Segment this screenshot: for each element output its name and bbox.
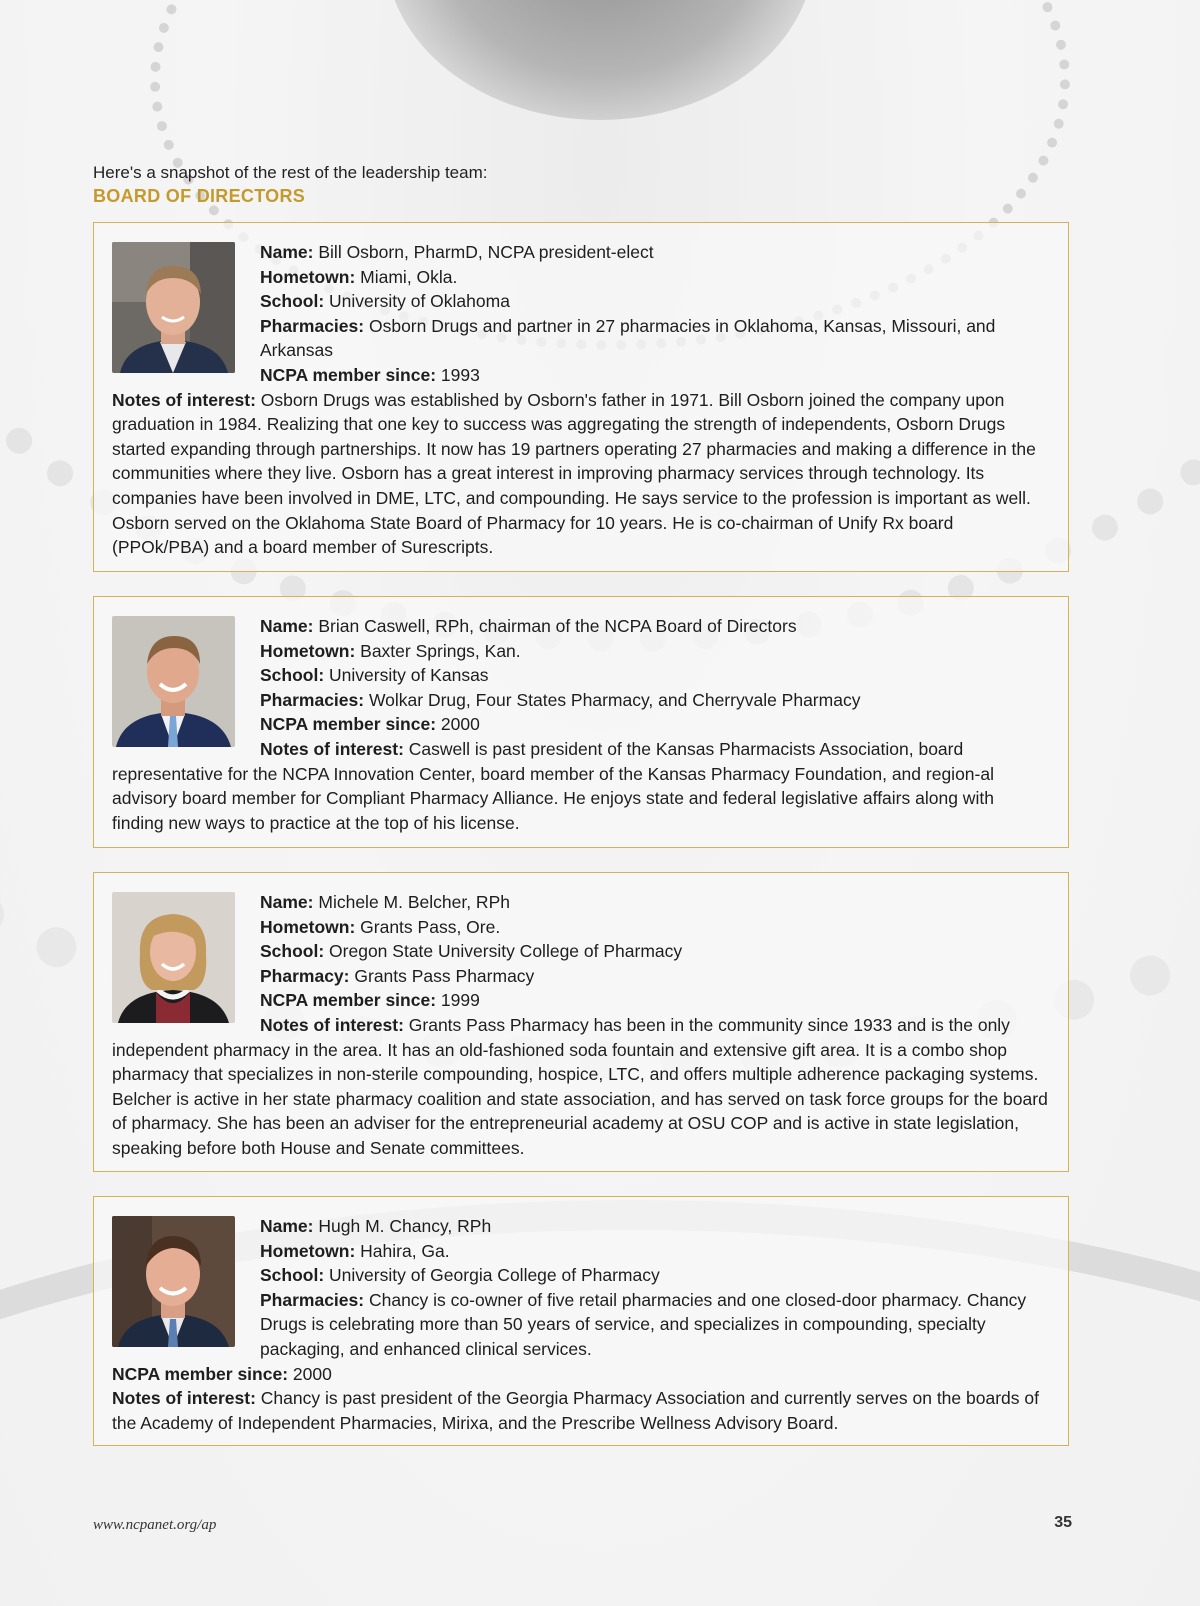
- member-since-value: 2000: [292, 1363, 332, 1384]
- name-value: Brian Caswell, RPh, chairman of the NCPA Board of Directors: [318, 616, 797, 636]
- notes-value: Chancy is past president of the Georgia Pharmacy Association and currently serves on the boards of the Academy of Independent Pharmacies, Mirixa, and the Prescribe Wellness Advisory Board.: [112, 1388, 1039, 1433]
- name-label: Name:: [260, 616, 314, 636]
- pharmacies-value: Wolkar Drug, Four States Pharmacy, and Cherryvale Pharmacy: [368, 689, 861, 710]
- hometown-label: Hometown:: [260, 640, 356, 661]
- school-value: University of Kansas: [329, 665, 489, 686]
- school-label: School:: [260, 1265, 325, 1286]
- portrait-photo-chancy: [112, 1216, 235, 1347]
- school-label: School:: [260, 291, 325, 312]
- notes-value: Caswell is past president of the Kansas Pharmacists Association, board representative for the NCPA Innovation Center, board member of the Kansas Pharmacy Foundation, and region-al advisory board member for Compliant Pharmacy Alliance. He enjoys state and federal legislative affairs along with finding new ways to practice at the top of his license.: [112, 738, 994, 833]
- name-label: Name:: [260, 242, 314, 262]
- profile-card-belcher: [93, 872, 1069, 1172]
- member-since-label: NCPA member since:: [260, 364, 437, 385]
- hometown-label: Hometown:: [260, 916, 356, 937]
- portrait-photo-caswell: [112, 616, 235, 747]
- notes-value: Osborn Drugs was established by Osborn's father in 1971. Bill Osborn joined the company upon graduation in 1984. Realizing that one key to success was aggregating the strength of independents, Osborn Drugs started expanding through partnerships. It now has 19 partners operating 27 pharmacies and making a difference in the communities where they live. Osborn has a great interest in improving pharmacy services through technology. Its companies have been involved in DME, LTC, and compounding. He says service to the profession is important as well. Osborn served on the Oklahoma State Board of Pharmacy for 10 years. He is co-chairman of Unify Rx board (PPOk/PBA) and a board member of Surescripts.: [112, 389, 1036, 558]
- profile-card-osborn: [93, 222, 1069, 572]
- name-value: Bill Osborn, PharmD, NCPA president-elect: [318, 242, 654, 262]
- member-since-value: 1999: [440, 990, 480, 1011]
- member-since-label: NCPA member since:: [260, 990, 437, 1011]
- pharmacies-value: Osborn Drugs and partner in 27 pharmacies in Oklahoma, Kansas, Missouri, and Arkansas: [260, 315, 996, 361]
- pharmacies-label: Pharmacies:: [260, 689, 365, 710]
- page-number: 35: [1054, 1514, 1072, 1531]
- notes-label: Notes of interest:: [112, 389, 256, 410]
- school-label: School:: [260, 941, 325, 962]
- name-label: Name:: [260, 892, 314, 912]
- name-label: Name:: [260, 1216, 314, 1236]
- hometown-value: Baxter Springs, Kan.: [360, 640, 521, 661]
- pharmacies-label: Pharmacies:: [260, 1289, 365, 1310]
- hometown-value: Miami, Okla.: [360, 266, 458, 287]
- profile-card-caswell: [93, 596, 1069, 848]
- section-title: BOARD OF DIRECTORS: [93, 186, 306, 206]
- name-value: Hugh M. Chancy, RPh: [318, 1216, 492, 1236]
- portrait-photo-belcher: [112, 892, 235, 1023]
- school-value: University of Georgia College of Pharmacy: [329, 1265, 660, 1286]
- notes-label: Notes of interest:: [260, 738, 404, 759]
- member-since-label: NCPA member since:: [260, 714, 437, 735]
- notes-value: Grants Pass Pharmacy has been in the community since 1933 and is the only independent pharmacy in the area. It has an old-fashioned soda fountain and extensive gift area. It is a combo shop pharmacy that specializes in non-sterile compounding, hospice, LTC, and offers multiple adherence packaging systems. Belcher is active in her state pharmacy coalition and state association, and has served on task force groups for the board of pharmacy. She has been an adviser for the entrepreneurial academy at OSU COP and is active in state legislation, speaking before both House and Senate committees.: [112, 1014, 1048, 1158]
- hometown-value: Hahira, Ga.: [360, 1240, 450, 1261]
- school-label: School:: [260, 665, 325, 686]
- member-since-value: 2000: [440, 714, 480, 735]
- pharmacy-value: Grants Pass Pharmacy: [354, 965, 535, 986]
- footer-website-link[interactable]: www.ncpanet.org/ap: [93, 1517, 217, 1533]
- hometown-value: Grants Pass, Ore.: [360, 916, 501, 937]
- intro-text: Here's a snapshot of the rest of the leadership team:: [93, 163, 488, 182]
- member-since-label: NCPA member since:: [112, 1363, 289, 1384]
- pharmacies-value: Chancy is co-owner of five retail pharmacies and one closed-door pharmacy. Chancy Drugs is celebrating more than 50 years of service, and specializes in compounding, specialty packaging, and enhanced clinical services.: [260, 1289, 1027, 1359]
- notes-label: Notes of interest:: [112, 1388, 256, 1409]
- member-since-value: 1993: [440, 364, 480, 385]
- notes-label: Notes of interest:: [260, 1014, 404, 1035]
- pharmacy-label: Pharmacy:: [260, 965, 350, 986]
- pharmacies-label: Pharmacies:: [260, 315, 365, 336]
- school-value: Oregon State University College of Pharmacy: [329, 941, 683, 962]
- hometown-label: Hometown:: [260, 1240, 356, 1261]
- profile-card-chancy: [93, 1196, 1069, 1446]
- name-value: Michele M. Belcher, RPh: [318, 892, 510, 912]
- school-value: University of Oklahoma: [329, 291, 510, 312]
- portrait-photo-osborn: [112, 242, 235, 373]
- hometown-label: Hometown:: [260, 266, 356, 287]
